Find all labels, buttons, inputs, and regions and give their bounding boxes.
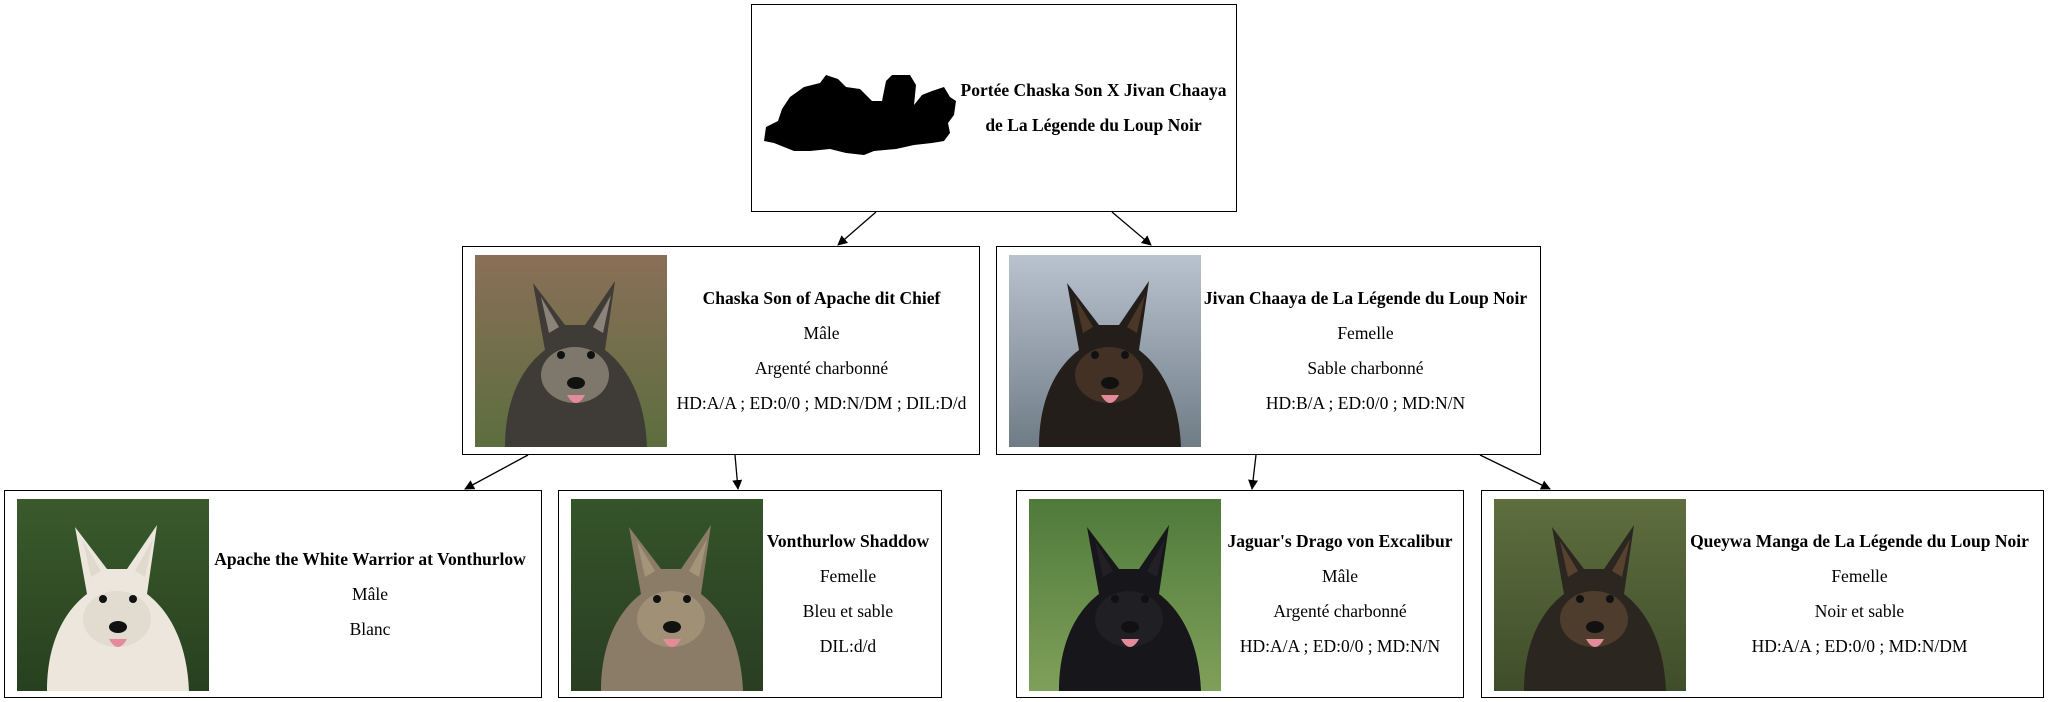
- dog-sex: Mâle: [352, 583, 388, 604]
- dog-photo: [1494, 499, 1686, 691]
- dog-portrait-icon: [1494, 499, 1686, 691]
- dog-color: Noir et sable: [1814, 601, 1905, 621]
- dog-portrait-icon: [1029, 499, 1221, 691]
- edge-dam-to-dam-dam: [1480, 455, 1550, 489]
- dog-card-dam-dam[interactable]: [1481, 490, 2044, 698]
- litter-node: [751, 4, 1237, 212]
- dog-name: Chaska Son of Apache dit Chief: [702, 287, 941, 308]
- litter-title-line2: de La Légende du Loup Noir: [985, 115, 1202, 135]
- dog-health-tests: HD:A/A ; ED:0/0 ; MD:N/DM: [1751, 636, 1968, 656]
- edge-dam-to-dam-sire: [1252, 455, 1256, 489]
- dog-sex: Mâle: [803, 322, 840, 343]
- dog-portrait-icon: [571, 499, 763, 691]
- dog-name: Jivan Chaaya de La Légende du Loup Noir: [1203, 287, 1528, 308]
- dog-health-tests: DIL:d/d: [819, 636, 877, 656]
- dog-color: Argenté charbonné: [1273, 601, 1407, 621]
- dog-color: Bleu et sable: [802, 601, 894, 621]
- edge-litter-to-dam: [1112, 212, 1151, 245]
- dog-photo: [1029, 499, 1221, 691]
- dog-color: Sable charbonné: [1307, 357, 1424, 378]
- dog-card-dam[interactable]: [996, 246, 1541, 455]
- dog-health-tests: HD:B/A ; ED:0/0 ; MD:N/N: [1265, 392, 1466, 413]
- puppies-silhouette: [764, 71, 959, 157]
- dog-photo: [17, 499, 209, 691]
- dog-portrait-icon: [17, 499, 209, 691]
- dog-photo: [475, 255, 667, 447]
- dog-card-sire-sire[interactable]: [4, 490, 542, 698]
- dog-photo: [1009, 255, 1201, 447]
- edge-litter-to-sire: [838, 212, 876, 245]
- dog-portrait-icon: [1009, 255, 1201, 447]
- dog-health-tests: HD:A/A ; ED:0/0 ; MD:N/N: [1239, 636, 1441, 656]
- litter-title-line1: Portée Chaska Son X Jivan Chaaya: [960, 80, 1227, 100]
- dog-card-sire[interactable]: [462, 246, 980, 455]
- dog-sex: Femelle: [819, 566, 877, 586]
- dog-sex: Femelle: [1831, 566, 1888, 586]
- edge-sire-to-sire-sire: [465, 455, 528, 489]
- dog-portrait-icon: [475, 255, 667, 447]
- dog-name: Queywa Manga de La Légende du Loup Noir: [1690, 531, 2029, 551]
- dog-sex: Mâle: [1322, 566, 1358, 586]
- dog-card-sire-dam[interactable]: [558, 490, 942, 698]
- dog-color: Argenté charbonné: [754, 357, 889, 378]
- dog-photo: [571, 499, 763, 691]
- edge-sire-to-sire-dam: [735, 455, 738, 489]
- dog-name: Apache the White Warrior at Vonthurlow: [214, 548, 526, 569]
- dog-name: Jaguar's Drago von Excalibur: [1227, 531, 1453, 551]
- dog-sex: Femelle: [1337, 322, 1394, 343]
- dog-card-dam-sire[interactable]: [1016, 490, 1464, 698]
- dog-health-tests: HD:A/A ; ED:0/0 ; MD:N/DM ; DIL:D/d: [676, 392, 967, 413]
- dog-name: Vonthurlow Shaddow: [766, 531, 930, 551]
- dog-color: Blanc: [349, 618, 391, 639]
